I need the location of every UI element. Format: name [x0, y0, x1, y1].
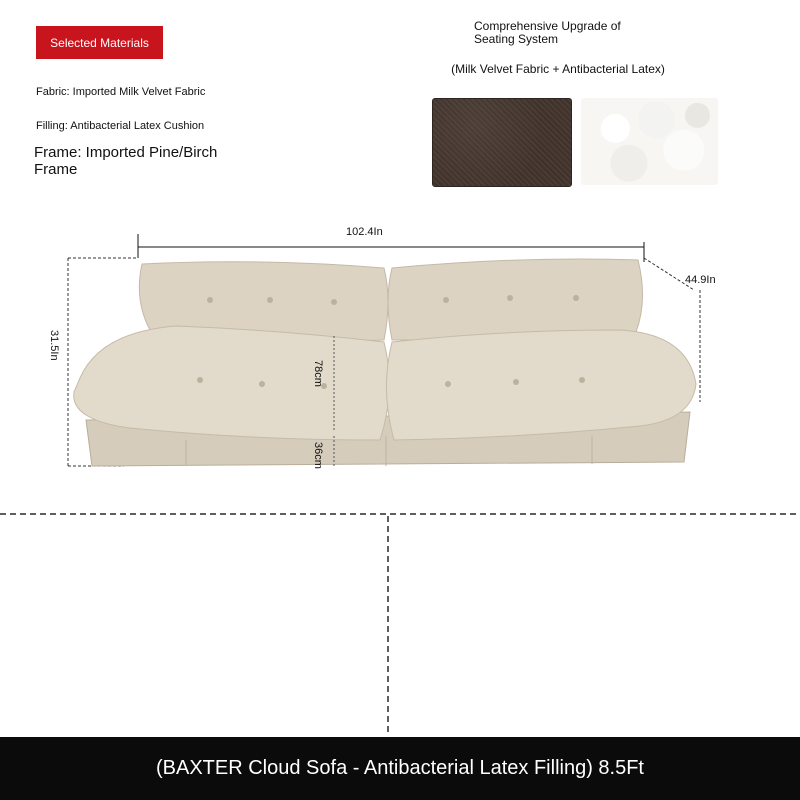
upgrade-title-line2: Seating System — [474, 32, 559, 46]
footer-banner — [0, 737, 800, 800]
width-label: 102.4In — [346, 226, 383, 238]
depth-label: 44.9In — [685, 274, 716, 286]
upgrade-subtitle: (Milk Velvet Fabric + Antibacterial Latex) — [451, 62, 665, 76]
frame-spec-line1: Frame: Imported Pine/Birch — [34, 144, 218, 161]
filling-spec: Filling: Antibacterial Latex Cushion — [36, 120, 205, 132]
seat-cushion-left — [74, 326, 389, 440]
seat-height-label: 36cm — [312, 442, 324, 469]
frame-spec-line2: Frame — [34, 161, 78, 178]
seat-depth-label: 78cm — [312, 360, 324, 387]
seat-cushion-right — [386, 330, 696, 440]
badge-label: Selected Materials — [50, 35, 149, 50]
back-cushion-right — [388, 259, 643, 340]
footer-title: (BAXTER Cloud Sofa - Antibacterial Latex Filling) 8.5Ft — [156, 757, 644, 779]
upgrade-title-line1: Comprehensive Upgrade of — [474, 19, 621, 33]
height-label: 31.5In — [48, 330, 60, 361]
fabric-spec: Fabric: Imported Milk Velvet Fabric — [36, 86, 206, 98]
